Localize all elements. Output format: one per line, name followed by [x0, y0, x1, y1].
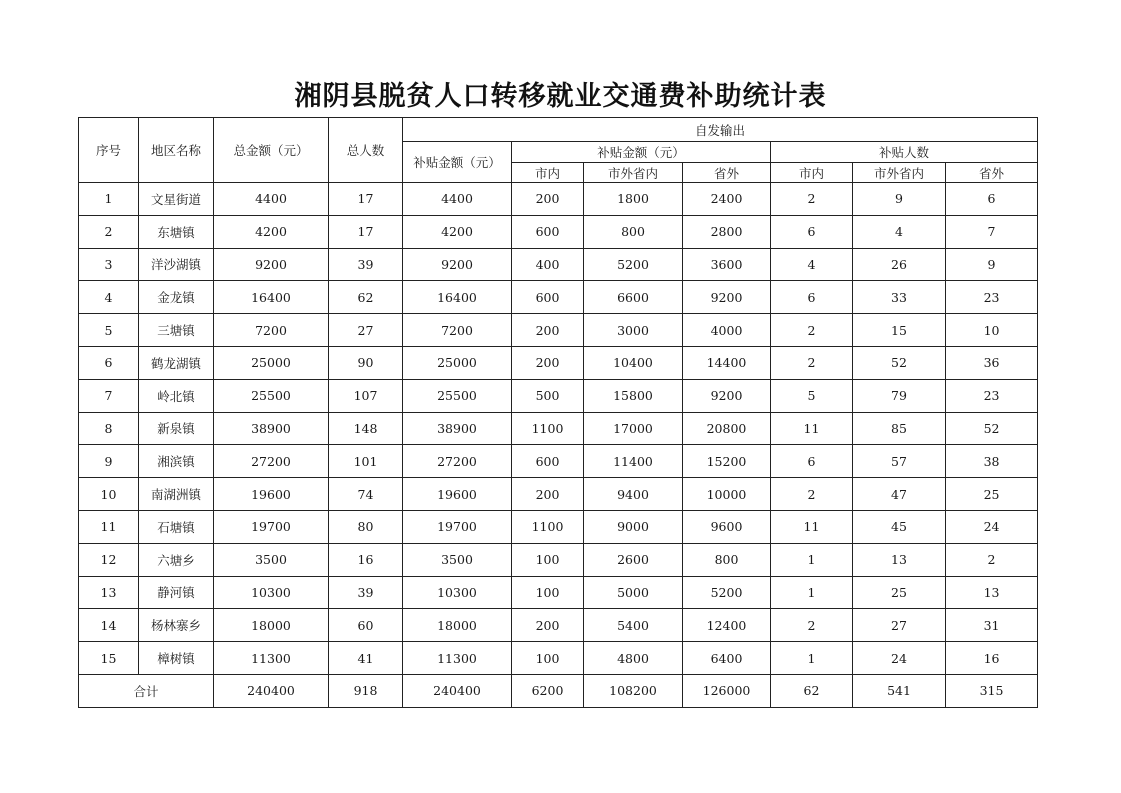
cell-people-in-city: 2 [771, 609, 853, 642]
cell-subsidy-amount: 19700 [403, 510, 512, 543]
cell-subsidy-amount: 38900 [403, 412, 512, 445]
header-amount-out-province: 省外 [683, 163, 771, 183]
cell-people-out-province: 38 [946, 445, 1038, 478]
cell-people-in-city: 2 [771, 478, 853, 511]
cell-amount-out-province: 6400 [683, 642, 771, 675]
table-row [79, 412, 1038, 445]
total-amount-in-city: 6200 [512, 674, 584, 707]
header-row-1 [79, 118, 1038, 142]
table-row [79, 346, 1038, 379]
cell-people-out-province: 23 [946, 281, 1038, 314]
cell-amount-out-province: 3600 [683, 248, 771, 281]
table-row [79, 609, 1038, 642]
header-seq: 序号 [79, 118, 139, 183]
cell-total-people: 39 [329, 576, 403, 609]
cell-people-out-province: 10 [946, 314, 1038, 347]
cell-region: 新泉镇 [139, 412, 214, 445]
cell-total-amount: 4200 [214, 215, 329, 248]
cell-total-amount: 27200 [214, 445, 329, 478]
cell-total-people: 101 [329, 445, 403, 478]
total-people-out-province: 315 [946, 674, 1038, 707]
cell-amount-out-city: 1800 [584, 183, 683, 216]
cell-people-in-city: 11 [771, 412, 853, 445]
cell-amount-out-province: 15200 [683, 445, 771, 478]
cell-people-in-city: 11 [771, 510, 853, 543]
cell-people-out-city: 45 [853, 510, 946, 543]
cell-people-out-city: 24 [853, 642, 946, 675]
cell-total-people: 16 [329, 543, 403, 576]
cell-amount-in-city: 100 [512, 642, 584, 675]
cell-people-out-province: 7 [946, 215, 1038, 248]
cell-subsidy-amount: 4200 [403, 215, 512, 248]
cell-people-out-city: 85 [853, 412, 946, 445]
cell-amount-in-city: 100 [512, 576, 584, 609]
cell-people-out-province: 24 [946, 510, 1038, 543]
header-people-in-city: 市内 [771, 163, 853, 183]
cell-people-out-city: 26 [853, 248, 946, 281]
cell-people-out-city: 25 [853, 576, 946, 609]
cell-subsidy-amount: 10300 [403, 576, 512, 609]
cell-seq: 4 [79, 281, 139, 314]
cell-total-amount: 25000 [214, 346, 329, 379]
cell-total-amount: 19700 [214, 510, 329, 543]
cell-people-in-city: 2 [771, 314, 853, 347]
cell-people-out-province: 6 [946, 183, 1038, 216]
cell-amount-out-province: 5200 [683, 576, 771, 609]
cell-people-out-city: 4 [853, 215, 946, 248]
cell-amount-out-city: 17000 [584, 412, 683, 445]
cell-people-out-city: 27 [853, 609, 946, 642]
cell-people-out-city: 33 [853, 281, 946, 314]
cell-region: 文星街道 [139, 183, 214, 216]
cell-amount-out-city: 10400 [584, 346, 683, 379]
cell-amount-out-city: 2600 [584, 543, 683, 576]
cell-amount-out-city: 4800 [584, 642, 683, 675]
header-people-out-city: 市外省内 [853, 163, 946, 183]
cell-subsidy-amount: 19600 [403, 478, 512, 511]
cell-seq: 15 [79, 642, 139, 675]
cell-region: 金龙镇 [139, 281, 214, 314]
cell-total-amount: 11300 [214, 642, 329, 675]
cell-people-out-province: 52 [946, 412, 1038, 445]
cell-amount-out-province: 9600 [683, 510, 771, 543]
cell-people-in-city: 4 [771, 248, 853, 281]
table-row [79, 215, 1038, 248]
cell-amount-out-city: 5400 [584, 609, 683, 642]
cell-people-in-city: 5 [771, 379, 853, 412]
cell-total-people: 17 [329, 215, 403, 248]
cell-people-out-province: 36 [946, 346, 1038, 379]
cell-subsidy-amount: 3500 [403, 543, 512, 576]
cell-amount-out-province: 12400 [683, 609, 771, 642]
header-amount-out-city: 市外省内 [584, 163, 683, 183]
cell-amount-out-province: 2400 [683, 183, 771, 216]
cell-amount-in-city: 600 [512, 445, 584, 478]
cell-total-people: 148 [329, 412, 403, 445]
cell-region: 石塘镇 [139, 510, 214, 543]
cell-subsidy-amount: 7200 [403, 314, 512, 347]
cell-people-out-province: 31 [946, 609, 1038, 642]
cell-seq: 1 [79, 183, 139, 216]
cell-amount-in-city: 1100 [512, 412, 584, 445]
cell-total-amount: 7200 [214, 314, 329, 347]
table-row [79, 510, 1038, 543]
cell-subsidy-amount: 16400 [403, 281, 512, 314]
cell-seq: 3 [79, 248, 139, 281]
cell-total-people: 60 [329, 609, 403, 642]
table-row [79, 478, 1038, 511]
header-people-out-province: 省外 [946, 163, 1038, 183]
table-row [79, 642, 1038, 675]
cell-region: 六塘乡 [139, 543, 214, 576]
cell-people-out-province: 2 [946, 543, 1038, 576]
cell-amount-in-city: 200 [512, 346, 584, 379]
cell-subsidy-amount: 11300 [403, 642, 512, 675]
cell-region: 东塘镇 [139, 215, 214, 248]
cell-total-people: 27 [329, 314, 403, 347]
cell-people-in-city: 2 [771, 183, 853, 216]
cell-amount-in-city: 1100 [512, 510, 584, 543]
cell-total-people: 39 [329, 248, 403, 281]
table-row [79, 281, 1038, 314]
cell-people-out-province: 16 [946, 642, 1038, 675]
cell-total-people: 74 [329, 478, 403, 511]
cell-people-out-province: 23 [946, 379, 1038, 412]
cell-subsidy-amount: 18000 [403, 609, 512, 642]
cell-people-in-city: 6 [771, 281, 853, 314]
cell-amount-in-city: 200 [512, 478, 584, 511]
total-total-people: 918 [329, 674, 403, 707]
table-row [79, 248, 1038, 281]
cell-total-people: 17 [329, 183, 403, 216]
cell-amount-out-city: 5000 [584, 576, 683, 609]
cell-seq: 10 [79, 478, 139, 511]
cell-region: 鹤龙湖镇 [139, 346, 214, 379]
cell-people-out-city: 57 [853, 445, 946, 478]
cell-amount-out-province: 10000 [683, 478, 771, 511]
cell-amount-out-province: 9200 [683, 281, 771, 314]
table-row [79, 543, 1038, 576]
cell-amount-out-city: 3000 [584, 314, 683, 347]
cell-seq: 11 [79, 510, 139, 543]
table-row [79, 576, 1038, 609]
cell-people-in-city: 2 [771, 346, 853, 379]
header-region: 地区名称 [139, 118, 214, 183]
header-subsidy-amount-group: 补贴金额（元） [512, 142, 771, 163]
cell-people-out-city: 52 [853, 346, 946, 379]
cell-amount-in-city: 200 [512, 609, 584, 642]
cell-total-amount: 16400 [214, 281, 329, 314]
cell-people-out-province: 25 [946, 478, 1038, 511]
cell-people-out-province: 9 [946, 248, 1038, 281]
cell-subsidy-amount: 25500 [403, 379, 512, 412]
cell-seq: 6 [79, 346, 139, 379]
cell-amount-out-city: 15800 [584, 379, 683, 412]
cell-people-in-city: 1 [771, 576, 853, 609]
cell-region: 岭北镇 [139, 379, 214, 412]
table-body [79, 183, 1038, 675]
cell-region: 湘滨镇 [139, 445, 214, 478]
cell-total-amount: 9200 [214, 248, 329, 281]
cell-amount-out-province: 4000 [683, 314, 771, 347]
cell-people-in-city: 1 [771, 543, 853, 576]
cell-people-out-city: 9 [853, 183, 946, 216]
cell-amount-out-province: 20800 [683, 412, 771, 445]
cell-seq: 8 [79, 412, 139, 445]
cell-region: 樟树镇 [139, 642, 214, 675]
cell-amount-in-city: 100 [512, 543, 584, 576]
cell-amount-in-city: 600 [512, 281, 584, 314]
total-amount-out-city: 108200 [584, 674, 683, 707]
header-amount-in-city: 市内 [512, 163, 584, 183]
cell-amount-out-city: 11400 [584, 445, 683, 478]
cell-amount-out-province: 14400 [683, 346, 771, 379]
cell-seq: 12 [79, 543, 139, 576]
header-total-people: 总人数 [329, 118, 403, 183]
cell-amount-out-province: 2800 [683, 215, 771, 248]
cell-amount-out-city: 5200 [584, 248, 683, 281]
cell-subsidy-amount: 25000 [403, 346, 512, 379]
cell-seq: 13 [79, 576, 139, 609]
cell-total-amount: 10300 [214, 576, 329, 609]
cell-amount-in-city: 400 [512, 248, 584, 281]
cell-amount-in-city: 500 [512, 379, 584, 412]
cell-amount-out-city: 9000 [584, 510, 683, 543]
cell-amount-in-city: 200 [512, 314, 584, 347]
header-subsidy-people-group: 补贴人数 [771, 142, 1038, 163]
cell-people-out-city: 47 [853, 478, 946, 511]
cell-total-people: 90 [329, 346, 403, 379]
table-row [79, 314, 1038, 347]
cell-people-out-city: 13 [853, 543, 946, 576]
cell-total-people: 62 [329, 281, 403, 314]
cell-seq: 7 [79, 379, 139, 412]
cell-region: 南湖洲镇 [139, 478, 214, 511]
cell-total-people: 41 [329, 642, 403, 675]
table-row [79, 379, 1038, 412]
cell-subsidy-amount: 27200 [403, 445, 512, 478]
cell-people-out-city: 79 [853, 379, 946, 412]
cell-seq: 14 [79, 609, 139, 642]
cell-amount-in-city: 600 [512, 215, 584, 248]
header-total-amount: 总金额（元） [214, 118, 329, 183]
cell-seq: 5 [79, 314, 139, 347]
cell-region: 静河镇 [139, 576, 214, 609]
page-title: 湘阴县脱贫人口转移就业交通费补助统计表 [294, 81, 827, 112]
total-total-amount: 240400 [214, 674, 329, 707]
cell-amount-in-city: 200 [512, 183, 584, 216]
cell-total-amount: 3500 [214, 543, 329, 576]
cell-subsidy-amount: 4400 [403, 183, 512, 216]
cell-amount-out-province: 9200 [683, 379, 771, 412]
cell-subsidy-amount: 9200 [403, 248, 512, 281]
cell-total-people: 107 [329, 379, 403, 412]
cell-amount-out-city: 800 [584, 215, 683, 248]
total-row [79, 674, 1038, 707]
cell-amount-out-city: 9400 [584, 478, 683, 511]
cell-total-people: 80 [329, 510, 403, 543]
cell-amount-out-city: 6600 [584, 281, 683, 314]
cell-total-amount: 19600 [214, 478, 329, 511]
total-people-out-city: 541 [853, 674, 946, 707]
total-subsidy-amount: 240400 [403, 674, 512, 707]
cell-region: 三塘镇 [139, 314, 214, 347]
cell-people-in-city: 1 [771, 642, 853, 675]
cell-seq: 2 [79, 215, 139, 248]
table-row [79, 183, 1038, 216]
total-amount-out-province: 126000 [683, 674, 771, 707]
cell-region: 杨林寨乡 [139, 609, 214, 642]
cell-seq: 9 [79, 445, 139, 478]
cell-region: 洋沙湖镇 [139, 248, 214, 281]
cell-amount-out-province: 800 [683, 543, 771, 576]
cell-total-amount: 18000 [214, 609, 329, 642]
table-row [79, 445, 1038, 478]
cell-people-out-city: 15 [853, 314, 946, 347]
subsidy-statistics-table [78, 117, 1038, 708]
header-self-output: 自发输出 [403, 118, 1038, 142]
cell-total-amount: 25500 [214, 379, 329, 412]
cell-total-amount: 38900 [214, 412, 329, 445]
cell-people-in-city: 6 [771, 445, 853, 478]
total-people-in-city: 62 [771, 674, 853, 707]
cell-people-out-province: 13 [946, 576, 1038, 609]
cell-total-amount: 4400 [214, 183, 329, 216]
cell-people-in-city: 6 [771, 215, 853, 248]
header-subsidy-amount: 补贴金额（元） [403, 142, 512, 183]
total-label: 合计 [79, 674, 214, 707]
